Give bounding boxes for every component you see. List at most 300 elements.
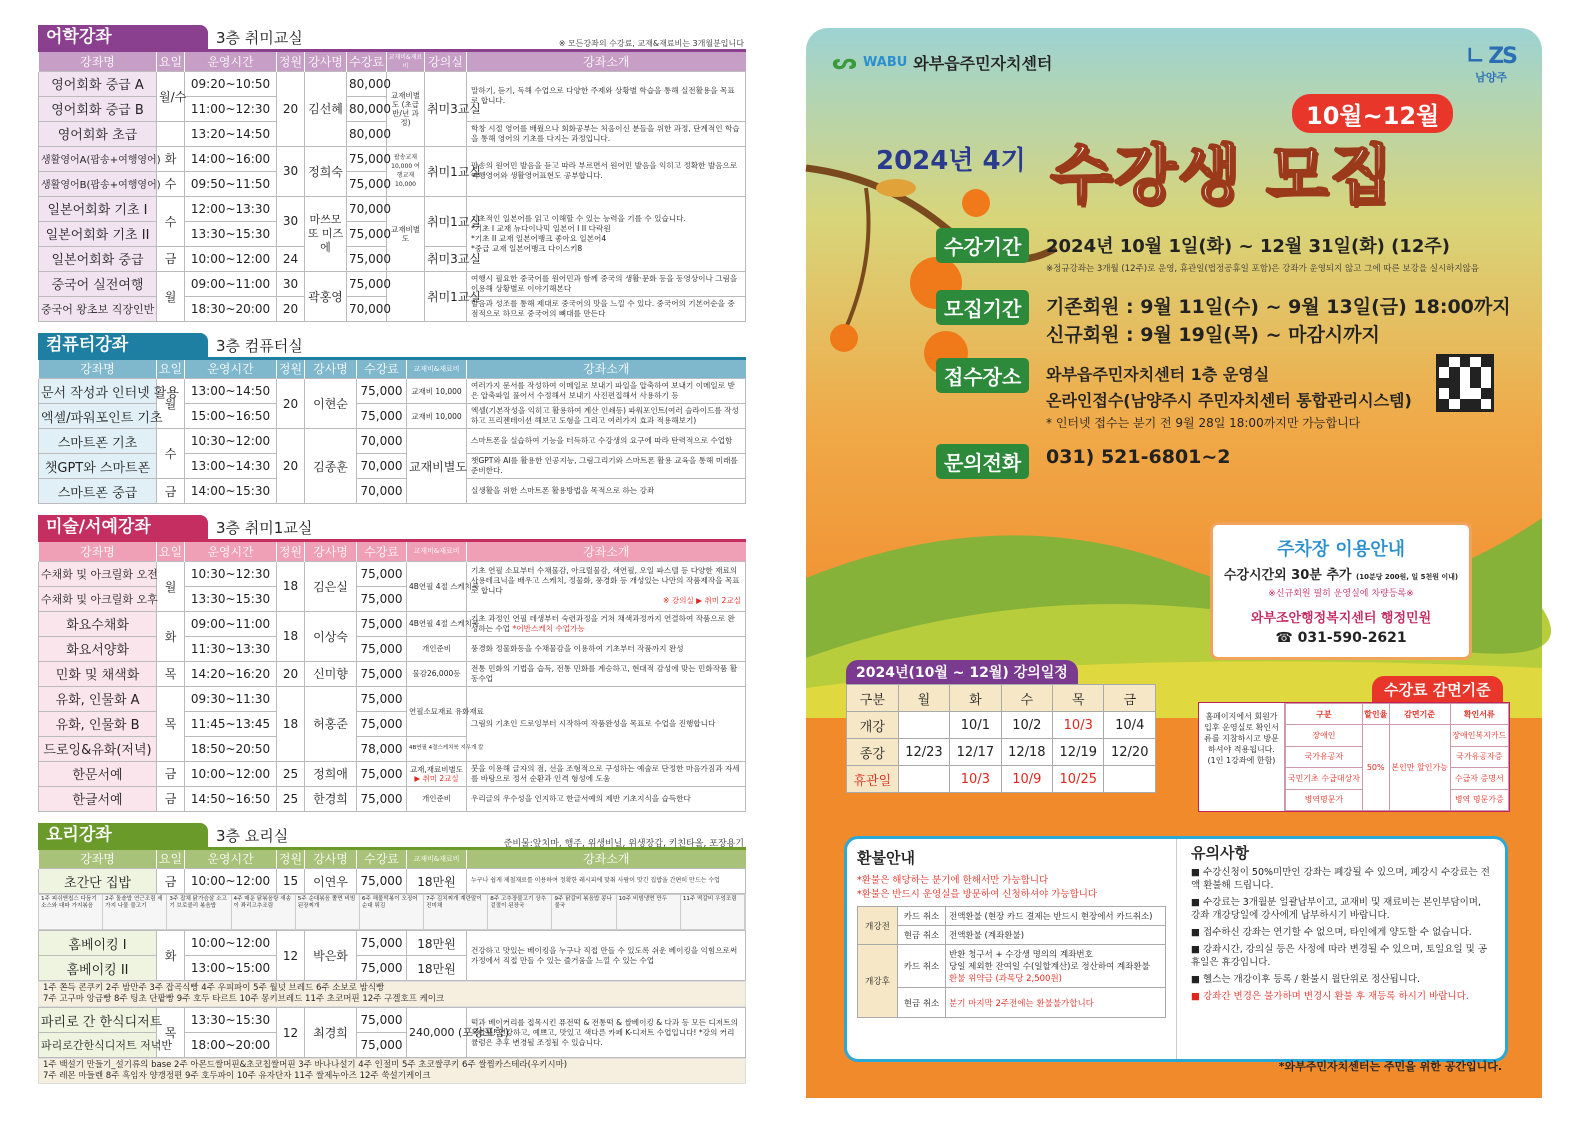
menu-item: 9주 닭갈비 볶음밥 콩나물국 [552, 895, 616, 929]
course-desc: 기초적인 일본어를 읽고 이해할 수 있는 능력을 기를 수 있습니다. [471, 213, 686, 223]
table-row [39, 196, 746, 221]
refund-after: 개강후 [858, 945, 898, 1018]
course-material: 4B연필 4절 스케치북 [407, 611, 467, 636]
course-desc: 그림의 기초인 드로잉부터 시작하여 작품완성을 목표로 수업을 진행합니다 [467, 686, 746, 761]
course-time: 13:00~14:30 [185, 454, 277, 479]
course-day: 월 [157, 271, 185, 321]
table-row [39, 686, 746, 711]
course-name: 챗GPT와 스마트폰 [39, 454, 157, 479]
reduction-note: 홈페이지에서 회원가입후 운영실로 확인서류를 지참하시고 방문하셔야 적용됩니다. (1인 1강좌에 한함) [1199, 703, 1285, 811]
schedule-title: 2024년(10월 ~ 12월) 강의일정 [846, 660, 1078, 684]
course-name: 생활영어B(팝송+여행영어) [39, 171, 157, 196]
parking-card [1210, 522, 1472, 660]
course-fee: 75,000 [357, 586, 407, 611]
course-time: 10:00~12:00 [185, 246, 277, 271]
course-capacity: 20 [277, 71, 305, 146]
reduction-table [1285, 703, 1509, 811]
computer-section [38, 336, 746, 505]
course-teacher: 허홍준 [305, 686, 357, 761]
menu-item: 3주 잡채 닭가슴살 소고기 브로콜리 볶음밥 [167, 895, 231, 929]
course-fee: 75,000 [357, 404, 407, 429]
schedule-cell: 10/3 [1053, 712, 1104, 739]
course-desc: 스마트폰을 실습하여 기능을 터득하고 수강생의 요구에 따라 탄력적으로 수업함 [467, 429, 746, 454]
course-time: 14:00~16:00 [185, 146, 277, 171]
course-fee: 75,000 [357, 379, 407, 404]
course-time: 09:50~11:50 [185, 171, 277, 196]
course-desc: 학창 시절 영어를 배웠으나 회화공부는 처음이신 분들을 위한 과정, 단계적인 학습을 통해 영어의 기초를 다지는 과정입니다. [467, 121, 746, 146]
course-teacher: 정희애 [305, 761, 357, 786]
table-row [39, 636, 746, 661]
col-header: 금 [1104, 685, 1156, 712]
course-desc: 실생활을 위한 스마트폰 활용방법을 목적으로 하는 강좌 [467, 479, 746, 504]
course-time: 10:30~12:00 [185, 429, 277, 454]
section-title: 컴퓨터강좌 [38, 333, 208, 357]
caution-item: ■ 강좌간 변경은 불가하며 변경시 환불 후 재등록 하시기 바랍니다. [1191, 991, 1469, 1002]
col-header: 강좌명 [39, 52, 157, 71]
course-capacity: 24 [277, 246, 305, 271]
course-capacity: 25 [277, 761, 305, 786]
course-desc: 건강하고 맛있는 베이킹을 누구나 직접 만들 수 있도록 쉬운 베이킹을 익힘으로써 가정에서 직접 만들 수 있는 즐거움을 느낄 수 있는 수업 [467, 931, 746, 981]
table-row [847, 766, 1156, 793]
course-material: 교재,재료비별도 [409, 764, 464, 774]
place-line: 와부읍주민자치센터 1층 운영실 [1046, 365, 1270, 384]
row-label: 종강 [847, 739, 899, 766]
menu-item: 7주 김치찌개 계란말이 진미채 [424, 895, 488, 929]
parking-phone[interactable]: ☎ 031-590-2621 [1275, 630, 1407, 646]
course-fee: 80,000 [347, 71, 387, 96]
course-period: 2024년 10월 1일(화) ~ 12월 31일(화) (12주) [1046, 236, 1450, 257]
course-day: 금 [157, 786, 185, 811]
course-name: 화요서양화 [39, 636, 157, 661]
course-fee: 75,000 [357, 1033, 407, 1058]
art-section [38, 518, 746, 812]
table-row [39, 429, 746, 454]
course-material: 교재비별도 (초급반/년 과정) [387, 71, 425, 146]
section-title: 요리강좌 [38, 823, 208, 847]
course-day: 월 [157, 379, 185, 429]
course-time: 10:30~12:30 [185, 561, 277, 586]
course-capacity: 18 [277, 561, 305, 611]
refund-rule: 당일 제외한 잔여일 수(일할계산)로 정산하여 계좌환불 [949, 962, 1150, 972]
course-material: 18만원 [407, 931, 467, 956]
refund-cash: 현금 취소 [898, 988, 946, 1018]
course-fee: 75,000 [357, 869, 407, 894]
reduction-basis: 본인만 할인가능 [1389, 725, 1450, 811]
course-fee: 75,000 [357, 956, 407, 981]
reduction-card [1198, 702, 1510, 812]
course-fee: 75,000 [347, 171, 387, 196]
caution-item: ■ 수강신청이 50%미만인 강좌는 폐강될 수 있으며, 폐강시 수강료는 전액 환불해 드립니다. [1191, 867, 1490, 891]
col-header: 요일 [157, 360, 185, 379]
course-material: 교재비 10,000 [407, 379, 467, 404]
menu-line: 7주 레몬 마들렌 8주 흑임자 양갱정편 9주 호두파이 10주 유자단자 11주 쌀제누아즈 12주 쑥설기케이크 [43, 1071, 431, 1081]
course-day: 수 [157, 196, 185, 246]
brand-text: WABU [863, 55, 908, 70]
recruit-new: 신규회원 : 9월 19일(목) ~ 마감시까지 [1046, 324, 1380, 346]
col-header: 정원 [277, 542, 305, 561]
caution-item: ■ 헬스는 개강이후 등록 / 환불시 월단위로 정산됩니다. [1191, 974, 1421, 985]
course-time: 11:30~13:30 [185, 636, 277, 661]
course-name: 파리로 간 한식디저트 [39, 1008, 157, 1033]
dessert-menu [38, 1058, 746, 1084]
course-time: 13:30~15:30 [185, 221, 277, 246]
course-teacher: 이현순 [305, 379, 357, 429]
row-label: 개강 [847, 712, 899, 739]
course-time: 13:30~15:30 [185, 586, 277, 611]
course-name: 수채화 및 아크릴화 오전 [39, 561, 157, 586]
col-header: 운영시간 [185, 542, 277, 561]
course-time: 09:00~11:00 [185, 611, 277, 636]
course-day: 목 [157, 1008, 185, 1058]
col-header: 수강료 [357, 542, 407, 561]
course-time: 13:00~14:50 [185, 379, 277, 404]
table-row [39, 869, 746, 894]
col-header: 교재비&재료비 [407, 360, 467, 379]
section-header [38, 518, 746, 542]
col-header: 강사명 [305, 360, 357, 379]
course-desc: 기초 과정인 연필 데생부터 숙련과정을 거쳐 채색과정까지 연결하여 작품으로 완성하는 수업 [471, 613, 735, 633]
table-header [39, 360, 746, 379]
course-fee: 75,000 [357, 931, 407, 956]
caution-title: 유의사항 [1191, 844, 1249, 862]
section-note: 준비물:앞치마, 행주, 위생비닐, 위생장갑, 키친타올, 포장용기 [503, 838, 744, 849]
course-desc: *기초 II 교재 일본어뱅크 좋아요 일본어4 [471, 233, 607, 243]
course-fee: 75,000 [347, 221, 387, 246]
caution-item: ■ 강좌시간, 강의실 등은 사정에 따라 변경될 수 있으며, 토일요일 및 공휴일은 휴강입니다. [1191, 944, 1488, 968]
course-material: 교재비 10,000 [407, 404, 467, 429]
center-name: 와부읍주민자치센터 [913, 54, 1053, 73]
course-room: 취미1교실 [425, 196, 467, 246]
menu-item: 10주 비빔냉면 만두 [617, 895, 681, 929]
table-row [39, 404, 746, 429]
schedule-cell: 12/18 [1001, 739, 1052, 766]
language-section [38, 28, 746, 322]
reduction-kind: 장애인 [1286, 725, 1363, 746]
col-header: 교재비&재료비 [407, 850, 467, 869]
course-time: 13:20~14:50 [185, 121, 277, 146]
reduction-kind: 국가유공자 [1286, 746, 1363, 767]
course-material: 18만원 [407, 869, 467, 894]
caution-panel [1177, 839, 1505, 1059]
city-logo [1466, 44, 1516, 85]
course-fee: 70,000 [347, 296, 387, 321]
col-header: 수강료 [347, 52, 387, 71]
refund-rule: 분기 마지막 2주전에는 환불불가합니다 [946, 988, 1166, 1018]
col-header: 강사명 [305, 542, 357, 561]
schedule-cell: 12/17 [950, 739, 1001, 766]
period-badge: 10월~12월 [1292, 94, 1453, 133]
reduction-rate: 50% [1362, 725, 1389, 811]
col-header: 목 [1053, 685, 1104, 712]
course-name: 홈베이킹 II [39, 956, 157, 981]
course-material: 개인준비 [407, 786, 467, 811]
course-fee: 70,000 [357, 479, 407, 504]
course-desc: *기초 I 교재 뉴다이나믹 일본어 I II 다락원 [471, 223, 611, 233]
course-day: 월/수 [157, 71, 185, 121]
col-header: 강좌명 [39, 360, 157, 379]
online-line: 온라인접수(남양주시 주민자치센터 통합관리시스템) [1046, 391, 1412, 410]
table-row [39, 71, 746, 96]
course-fee: 80,000 [347, 121, 387, 146]
course-day: 금 [157, 869, 185, 894]
notice-card [844, 836, 1508, 1062]
course-name: 일본어회화 중급 [39, 246, 157, 271]
course-teacher: 박은화 [305, 931, 357, 981]
course-time: 09:30~11:30 [185, 686, 277, 711]
menu-item: 11주 떡갈비 우엉조림 [681, 895, 745, 929]
course-time: 09:00~11:00 [185, 271, 277, 296]
schedule-cell: 10/1 [950, 712, 1001, 739]
course-teacher: 곽홍영 [305, 271, 347, 321]
course-name: 문서 작성과 인터넷 활용 [39, 379, 157, 404]
poster-panel [806, 28, 1542, 1082]
course-name: 엑셀/파워포인트 기초 [39, 404, 157, 429]
col-header: 정원 [277, 360, 305, 379]
table-row [847, 739, 1156, 766]
course-desc: *중급 교재 일본어뱅크 다이스키8 [471, 243, 583, 253]
table-header [39, 52, 746, 71]
art-table [38, 542, 746, 812]
table-row [39, 931, 746, 956]
course-name: 유화, 인물화 B [39, 711, 157, 736]
col-header: 강사명 [305, 52, 347, 71]
contact-phone[interactable]: 031) 521-6801~2 [1046, 446, 1231, 468]
section-title: 미술/서예강좌 [38, 515, 208, 539]
schedule-cell: 10/9 [1001, 766, 1052, 793]
menu-item: 5주 순대볶음 쫄면 비빔 된장찌개 [296, 895, 360, 929]
leaf-icon: ᔕ [832, 50, 857, 75]
schedule-cell [898, 712, 949, 739]
table-header [847, 685, 1156, 712]
refund-note: *환불은 반드시 운영실을 방문하여 신청하셔야 가능합니다 [857, 889, 1098, 900]
col-header: 요일 [157, 542, 185, 561]
course-fee: 80,000 [347, 96, 387, 121]
course-time: 10:00~12:00 [185, 869, 277, 894]
course-desc: 말하기, 듣기, 독해 수업으로 다양한 주제와 상황별 학습을 통해 실전활용을 목표로 합니다. [467, 71, 746, 121]
table-row [39, 379, 746, 404]
col-header: 월 [898, 685, 949, 712]
col-header: 요일 [157, 850, 185, 869]
table-row [39, 786, 746, 811]
section-note: ※ 모든강좌의 수강료, 교재&재료비는 3개월분입니다 [558, 39, 744, 48]
section-header [38, 28, 746, 52]
course-capacity: 18 [277, 686, 305, 761]
course-teacher: 신미향 [305, 661, 357, 686]
course-room: 취미1교실 [425, 271, 467, 321]
course-fee: 75,000 [357, 1008, 407, 1033]
col-header: 할인율 [1362, 704, 1389, 725]
col-header: 구분 [1286, 704, 1363, 725]
course-material-note: ▶ 취미 2교실 [414, 773, 459, 783]
col-header: 정원 [277, 850, 305, 869]
course-desc: 붓을 이용해 글자의 점, 선을 조형적으로 구성하는 예술로 단정한 마음가짐과 자세를 바탕으로 정서 순환과 인격 형성에 도움 [467, 761, 746, 786]
left-panel [38, 28, 746, 1094]
footer-note: *와부주민자치센터는 주민을 위한 공간입니다. [1278, 1060, 1502, 1073]
course-fee: 70,000 [347, 196, 387, 221]
menu-item: 1주 피쉬앤칩스 다듬기 소스와 대파 가지볶음 [39, 895, 103, 929]
course-material: 18만원 [407, 956, 467, 981]
city-symbol-icon: ∟ ZS [1466, 44, 1516, 69]
refund-cash: 현금 취소 [898, 926, 946, 945]
course-name: 스마트폰 기초 [39, 429, 157, 454]
course-fee: 75,000 [347, 146, 387, 171]
course-desc-note: *어반스케치 수업가능 [512, 623, 585, 633]
course-teacher: 김선혜 [305, 71, 347, 146]
course-day: 화 [157, 931, 185, 981]
schedule-card [846, 684, 1156, 793]
course-desc: 기초 연필 소묘부터 수채물감, 아크릴물감, 색연필, 오일 파스텔 등 다양한 재료의 사용테크닉을 배우고 스케치, 정물화, 풍경화 등 개성있는 나만의 작품제작을 목표로 합니다 [471, 566, 740, 595]
refund-panel [847, 839, 1177, 1059]
course-material: 교재비별도 [407, 429, 467, 504]
refund-title: 환불안내 [857, 849, 915, 867]
language-table [38, 52, 746, 322]
course-name: 한문서예 [39, 761, 157, 786]
menu-line: 7주 고구마 앙금빵 8주 팅초 단팥빵 9주 호두 타르트 10주 몽키브레드 11주 초코머핀 12주 구겔호프 케이크 [43, 994, 445, 1004]
course-time: 11:00~12:30 [185, 96, 277, 121]
course-material: 4B연필 4절스케치북 지우개 칼 [407, 736, 467, 761]
course-fee: 70,000 [357, 454, 407, 479]
computer-table [38, 360, 746, 505]
course-fee: 78,000 [357, 736, 407, 761]
course-teacher: 김은실 [305, 561, 357, 611]
reduction-kind: 병역명문가 [1286, 789, 1363, 810]
course-desc: 전통 민화의 기법을 습득, 전통 민화를 계승하고, 현대적 감성에 맞는 민화작품 활동수업 [467, 661, 746, 686]
col-header: 운영시간 [185, 52, 277, 71]
online-note: * 인터넷 접수는 분기 전 9월 28일 18:00까지만 가능합니다 [1046, 416, 1361, 430]
course-material: 240,000 (포장포함) [407, 1008, 467, 1058]
parking-office: 와부조안행정복지센터 행정민원 [1250, 611, 1432, 626]
reduction-doc: 국가유공자증 [1450, 746, 1508, 767]
menu-line: 1주 백설기 만들기_설기류의 base 2주 아몬드쌀머핀&초코칩쌀머핀 3주 바나나설기 4주 인절미 5주 초코쌀쿠키 6주 쌀찜카스테라(우키시마) [43, 1060, 568, 1070]
course-desc: 여행시 필요한 중국어를 원어민과 함께 중국의 생활·문화 등을 동영상이나 그림을 이용해 상황별로 이야기해본다 [467, 271, 746, 296]
course-time: 11:45~13:45 [185, 711, 277, 736]
course-capacity: 18 [277, 611, 305, 661]
col-header: 구분 [847, 685, 899, 712]
course-day: 목 [157, 686, 185, 761]
parking-rule-note: (10분당 200원, 일 5천원 이내) [1356, 573, 1459, 581]
cooking-table [38, 850, 746, 895]
reduction-title: 수강료 감면기준 [1372, 676, 1503, 703]
col-header: 요일 [157, 52, 185, 71]
table-row [39, 271, 746, 296]
course-day: 수 [157, 429, 185, 479]
course-time: 18:50~20:50 [185, 736, 277, 761]
course-capacity: 25 [277, 786, 305, 811]
dessert-table [38, 1007, 746, 1058]
course-day: 금 [157, 246, 185, 271]
course-room: 취미1교실 [425, 146, 467, 196]
refund-rule: 전액환불 (계좌환불) [946, 926, 1166, 945]
col-header: 화 [950, 685, 1001, 712]
course-desc: 여러가지 문서를 작성하여 이메일로 보내기 파일을 압축하여 보내기 이메일로 받은 압축파일 풀어서 수정해서 보내기 사진편집해서 사용하기 등 [467, 379, 746, 404]
course-name: 한글서예 [39, 786, 157, 811]
course-fee: 75,000 [357, 761, 407, 786]
col-header: 수 [1001, 685, 1052, 712]
course-time: 18:00~20:00 [185, 1033, 277, 1058]
table-row [39, 561, 746, 586]
course-fee: 75,000 [357, 786, 407, 811]
schedule-cell: 12/19 [1053, 739, 1104, 766]
menu-item: 2주 돌솥밥 연근조림 세가지 나물 불고기 [103, 895, 167, 929]
course-name: 영어회화 초급 [39, 121, 157, 146]
course-name: 영어회화 중급 B [39, 96, 157, 121]
course-material: 연필소묘재료 유화재료 [407, 686, 467, 736]
course-name: 생활영어A(팝송+여행영어) [39, 146, 157, 171]
course-room: 취미3교실 [425, 71, 467, 146]
course-time: 14:20~16:20 [185, 661, 277, 686]
course-time: 13:00~15:00 [185, 956, 277, 981]
course-day: 월 [157, 561, 185, 611]
center-logo [832, 50, 1052, 75]
course-fee: 75,000 [357, 561, 407, 586]
qr-code-icon[interactable] [1436, 354, 1494, 412]
course-material: 물감26,000등 [407, 661, 467, 686]
course-fee: 70,000 [357, 429, 407, 454]
course-day: 목 [157, 661, 185, 686]
course-teacher: 한경희 [305, 786, 357, 811]
col-header: 강의실 [425, 52, 467, 71]
section-room: 3층 컴퓨터실 [216, 336, 303, 355]
recruit-tag: 모집기간 [936, 290, 1029, 325]
table-row [847, 712, 1156, 739]
section-header [38, 336, 746, 360]
table-header [39, 850, 746, 869]
course-time: 14:00~15:30 [185, 479, 277, 504]
course-day: 화 [157, 611, 185, 661]
course-capacity: 20 [277, 296, 305, 321]
course-name: 일본어회화 기초 I [39, 196, 157, 221]
course-name: 스마트폰 중급 [39, 479, 157, 504]
course-capacity: 20 [277, 429, 305, 504]
refund-card: 카드 취소 [898, 907, 946, 926]
course-desc: 우리글의 우수성을 인지하고 한글서예의 제반 기초지식을 습득한다 [467, 786, 746, 811]
course-material: 교재비별도 [387, 196, 425, 271]
course-desc: 챗GPT와 AI를 활용한 인공지능, 그림그리기와 스마트폰 활용 교육을 통해 미래를 준비한다. [467, 454, 746, 479]
course-fee: 75,000 [357, 636, 407, 661]
refund-note: *환불은 해당하는 분기에 한해서만 가능합니다 [857, 875, 1049, 886]
col-header: 수강료 [357, 850, 407, 869]
col-header: 교재비&재료비 [407, 542, 467, 561]
course-material: 팝송교재 10,000 여행교재 10,000 [387, 146, 425, 196]
reduction-doc: 병역 명문가증 [1450, 789, 1508, 810]
course-teacher: 이상숙 [305, 611, 357, 661]
course-desc-note: ※ 강의실 ▶ 취미 2교실 [662, 596, 741, 605]
course-desc: 발음과 성조를 통해 제대로 중국어의 맛을 느낄 수 있다. 중국어의 기본어순을 중점적으로 하므로 중국어의 뼈대를 만든다 [467, 296, 746, 321]
col-header: 강좌명 [39, 850, 157, 869]
section-room: 3층 취미교실 [216, 29, 303, 47]
schedule-cell: 10/3 [950, 766, 1001, 793]
col-header: 정원 [277, 52, 305, 71]
course-day: 화 [157, 146, 185, 171]
schedule-table [846, 684, 1156, 793]
course-desc: 엑셀(기본작성을 익히고 활용하여 계산 인쇄등) 파워포인트(여러 슬라이드를 작성하고 프리젠테이션 해보고 도형을 그리고 여러가지 효과 적용해보기) [467, 404, 746, 429]
col-header: 교재비&재료비 [387, 52, 425, 71]
course-period-note: ※정규강좌는 3개월 (12주)로 운영, 휴관일(법정공휴일 포함)은 강좌가 운영되지 않고 그에 따른 보강을 실시하지않음 [1046, 264, 1480, 274]
table-row [39, 661, 746, 686]
menu-line: 1주 쫀득 콘쿠키 2주 밤만주 3주 잡곡식빵 4주 우피파이 5주 월넛 브레드 6주 소보로 밤식빵 [43, 983, 385, 993]
course-capacity: 12 [277, 931, 305, 981]
reduction-doc: 수급자 증명서 [1450, 768, 1508, 789]
schedule-cell: 10/4 [1104, 712, 1156, 739]
course-name: 중국어 실전여행 [39, 271, 157, 296]
course-time: 09:20~10:50 [185, 71, 277, 96]
schedule-cell [1104, 766, 1156, 793]
schedule-cell: 10/25 [1053, 766, 1104, 793]
course-day: 수 [157, 171, 185, 196]
refund-before: 개강전 [858, 907, 898, 945]
course-teacher: 정희숙 [305, 146, 347, 196]
col-header: 확인서류 [1450, 704, 1508, 725]
